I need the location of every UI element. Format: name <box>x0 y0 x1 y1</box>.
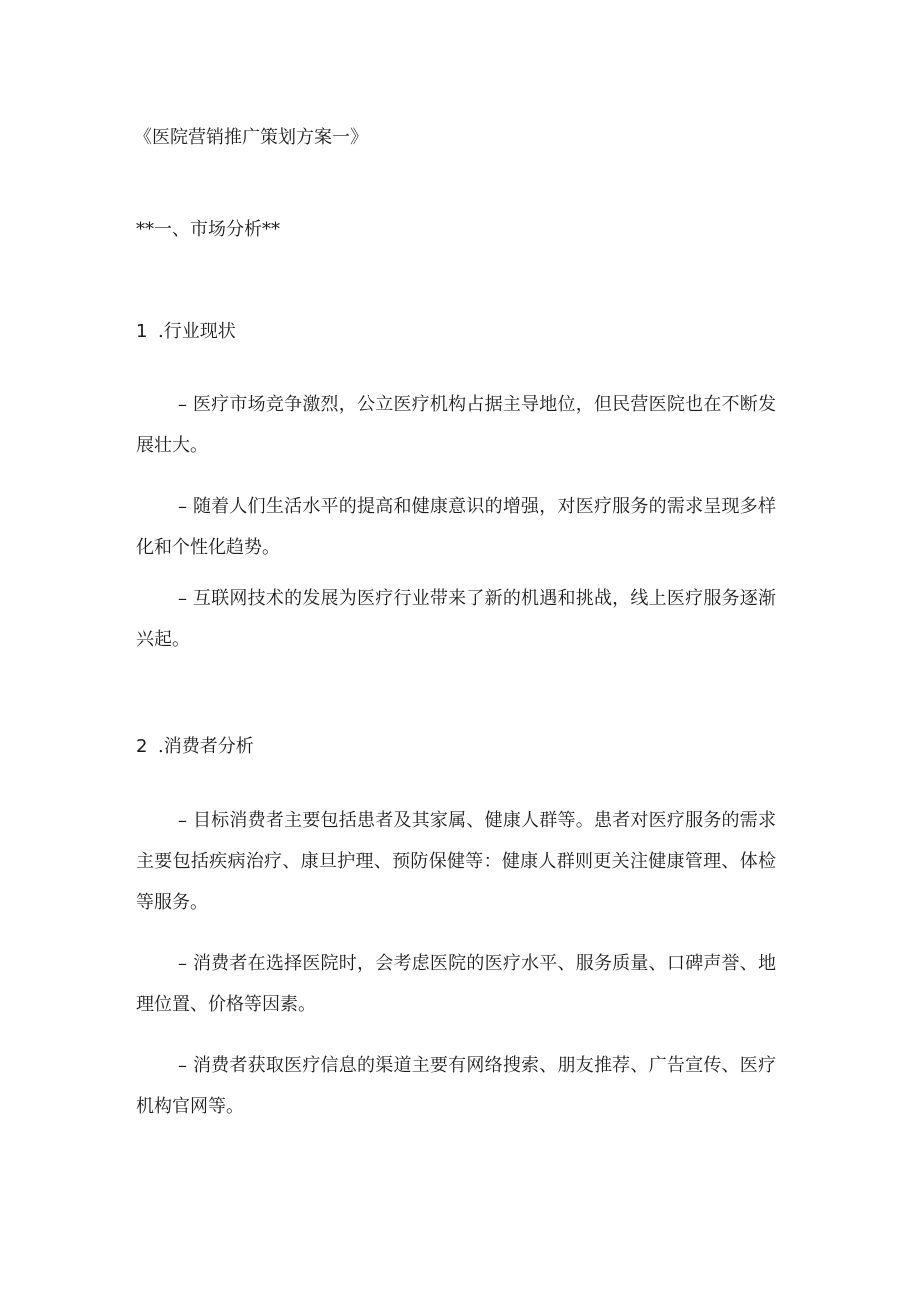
list-item: – 医疗市场竞争激烈，公立医疗机构占据主导地位，但民营医院也在不断发展壮大。 <box>136 394 776 456</box>
list-item: – 随着人们生活水平的提高和健康意识的增强，对医疗服务的需求呈现多样化和个性化趋势。 <box>136 496 776 558</box>
subsection-heading-industry-status <box>136 320 236 344</box>
list-item: – 消费者获取医疗信息的渠道主要有网络搜索、朋友推荐、广告宣传、医疗机构官网等。 <box>136 1055 776 1117</box>
list-item: – 互联网技术的发展为医疗行业带来了新的机遇和挑战，线上医疗服务逐渐兴起。 <box>136 588 776 650</box>
subsection-number: 2 <box>136 736 148 757</box>
list-item: – 消费者在选择医院时，会考虑医院的医疗水平、服务质量、口碑声誉、地理位置、价格等因素。 <box>136 953 776 1015</box>
subsection-label: .消费者分析 <box>158 736 254 757</box>
list-item: – 目标消费者主要包括患者及其家属、健康人群等。患者对医疗服务的需求主要包括疾病治疗、康旦护理、预防保健等：健康人群则更关注健康管理、体检等服务。 <box>136 810 776 913</box>
section-heading-market-analysis: **一、市场分析** <box>136 219 280 240</box>
subsection-heading-consumer-analysis <box>136 735 254 759</box>
subsection-label: .行业现状 <box>158 321 236 342</box>
document-title: 《医院营销推广策划方案一》 <box>134 127 368 148</box>
subsection-number: 1 <box>136 321 148 342</box>
